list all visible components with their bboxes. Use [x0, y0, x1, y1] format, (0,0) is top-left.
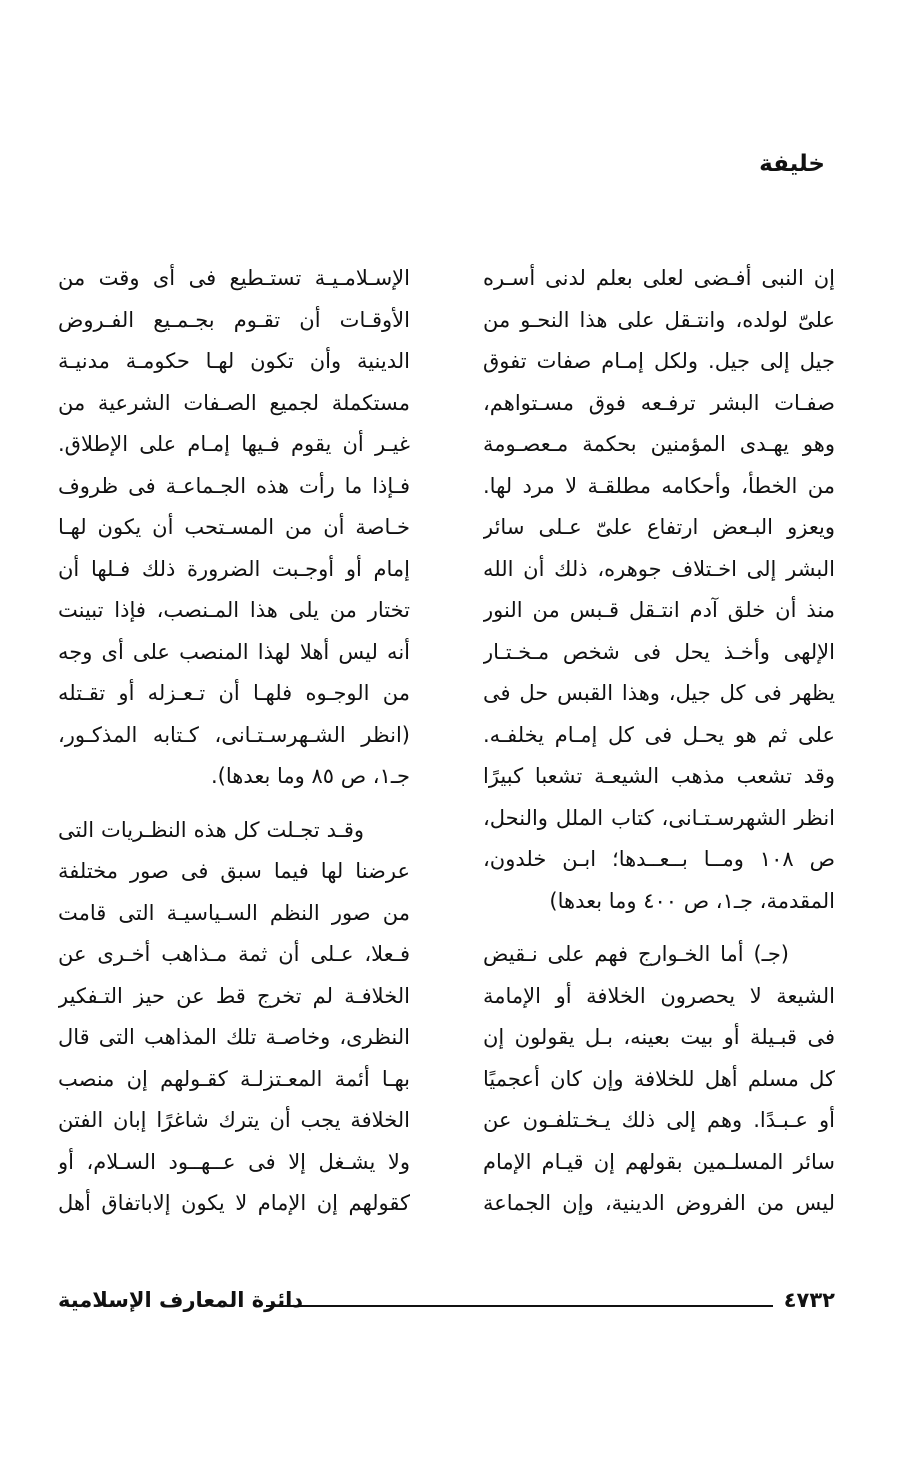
right-column	[483, 258, 835, 1225]
page-footer	[58, 1282, 835, 1322]
text-line: (انظر الشـهرسـتـانى، كـتابه المذكـور،	[58, 722, 410, 747]
footer-divider	[266, 1305, 773, 1307]
journal-title: دائرة المعارف الإسلامية	[58, 1288, 304, 1312]
text-line: عرضنا لها فيما سبق فى صور مختلفة	[58, 859, 410, 883]
text-line: إن النبى أفـضى لعلى بعلم لدنى أسـره	[483, 266, 835, 290]
running-title: خليفة	[759, 151, 825, 177]
text-line: ولا يشـغل إلا فى عــهــود السـلام، أو	[58, 1149, 410, 1174]
text-line: جـ١، ص ٨٥ وما بعدها).	[211, 764, 410, 788]
text-line: البشر إلى اخـتلاف جوهره، ذلك أن الله	[483, 556, 835, 581]
text-line: الخلافـة لم تخرج قط عن حيز التـفكير	[58, 983, 410, 1008]
page-number: ٤٧٣٢	[783, 1288, 835, 1312]
text-line: الإلهى وأخـذ يحل فى شخص مـخـتـار	[483, 639, 835, 664]
left-column	[58, 258, 410, 1225]
text-line: ويعزو البـعض ارتفاع علىّ عـلى سائر	[483, 515, 835, 539]
text-line: مستكملة لجميع الصـفات الشرعية من	[58, 390, 410, 415]
text-line: تختار من يلى هذا المـنصب، فإذا تبينت	[58, 598, 410, 622]
paragraph-gap	[58, 798, 410, 810]
text-line: المقدمة، جـ١، ص ٤٠٠ وما بعدها)	[549, 888, 835, 913]
text-line: أو عـبـدًا. وهم إلى ذلك يـخـتلفـون عن	[483, 1108, 835, 1132]
text-line: سائر المسلـمين بقولهم إن قيـام الإمام	[483, 1149, 835, 1174]
text-line: أنه ليس أهلا لهذا المنصب على أى وجه	[58, 639, 410, 664]
text-line: وهو يهـدى المؤمنين بحكمة مـعصـومة	[483, 432, 835, 456]
right-paragraph-2	[483, 934, 835, 1225]
text-line: وقـد تجـلت كل هذه النظـريات التى	[58, 817, 364, 842]
text-line: ص ١٠٨ ومــا بــعــدها؛ ابـن خلدون،	[483, 847, 835, 871]
text-line: منذ أن خلق آدم انتـقل قـبس من النور	[483, 598, 835, 622]
text-line: علىّ لولده، وانتـقل على هذا النحـو من	[483, 307, 835, 332]
text-line: النظرى، وخاصـة تلك المذاهب التى قال	[58, 1025, 410, 1049]
text-line: (جـ) أما الخـوارج فهم على نـقيض	[483, 942, 789, 966]
text-line: من الوجـوه فلهـا أن تـعـزله أو تقـتله	[58, 681, 410, 705]
text-line: كل مسلم أهل للخلافة وإن كان أعجميًا	[483, 1066, 835, 1091]
text-line: الشيعة لا يحصرون الخلافة أو الإمامة	[483, 983, 835, 1008]
text-line: وقد تشعب مذهب الشيعـة تشعبا كبيرًا	[483, 764, 835, 788]
left-paragraph-2	[58, 810, 410, 1225]
text-line: إمام أو أوجـبت الضرورة ذلك فـلها أن	[58, 556, 410, 581]
text-line: ليس من الفروض الدينية، وإن الجماعة	[483, 1191, 835, 1215]
right-paragraph-1	[483, 258, 835, 922]
text-line: على ثم هو يحـل فى كل إمـام يخلفـه.	[483, 722, 835, 747]
text-line: الأوقـات أن تقـوم بجـمـيع الفـروض	[58, 307, 410, 332]
text-line: كقولهم إن الإمام لا يكون إلاباتفاق أهل	[58, 1191, 410, 1215]
text-line: خـاصة أن من المسـتحب أن يكون لهـا	[58, 515, 410, 539]
text-line: انظر الشهرسـتـانى، كتاب الملل والنحل،	[483, 805, 835, 830]
text-line: فـإذا ما رأت هذه الجـماعـة فى ظروف	[58, 473, 410, 498]
text-line: بهـا أئمة المعـتزلـة كقـولهم إن منصب	[58, 1066, 410, 1091]
text-line: فـعلا، عـلى أن ثمة مـذاهب أخـرى عن	[58, 942, 410, 966]
text-line: الخلافة يجب أن يترك شاغرًا إبان الفتن	[58, 1108, 410, 1132]
text-line: غيـر أن يقوم فـيها إمـام على الإطلاق.	[58, 432, 410, 456]
paragraph-gap	[483, 922, 835, 934]
text-line: من صور النظم السـياسيـة التى قامت	[58, 900, 410, 925]
text-line: الإسـلامـيـة تستـطيع فى أى وقت من	[58, 266, 410, 290]
text-line: فى قبـيلة أو بيت بعينه، بـل يقولون إن	[483, 1025, 835, 1049]
text-line: من الخطأ، وأحكامه مطلقـة لا مرد لها.	[483, 473, 835, 498]
text-line: الدينية وأن تكون لهـا حكومـة مدنيـة	[58, 349, 410, 373]
text-line: جيل إلى جيل. ولكل إمـام صفات تفوق	[483, 349, 835, 373]
text-line: يظهر فى كل جيل، وهذا القبس حل فى	[483, 681, 835, 705]
text-line: صفـات البشر ترفـعه فوق مسـتواهم،	[483, 390, 835, 415]
left-paragraph-1	[58, 258, 410, 798]
